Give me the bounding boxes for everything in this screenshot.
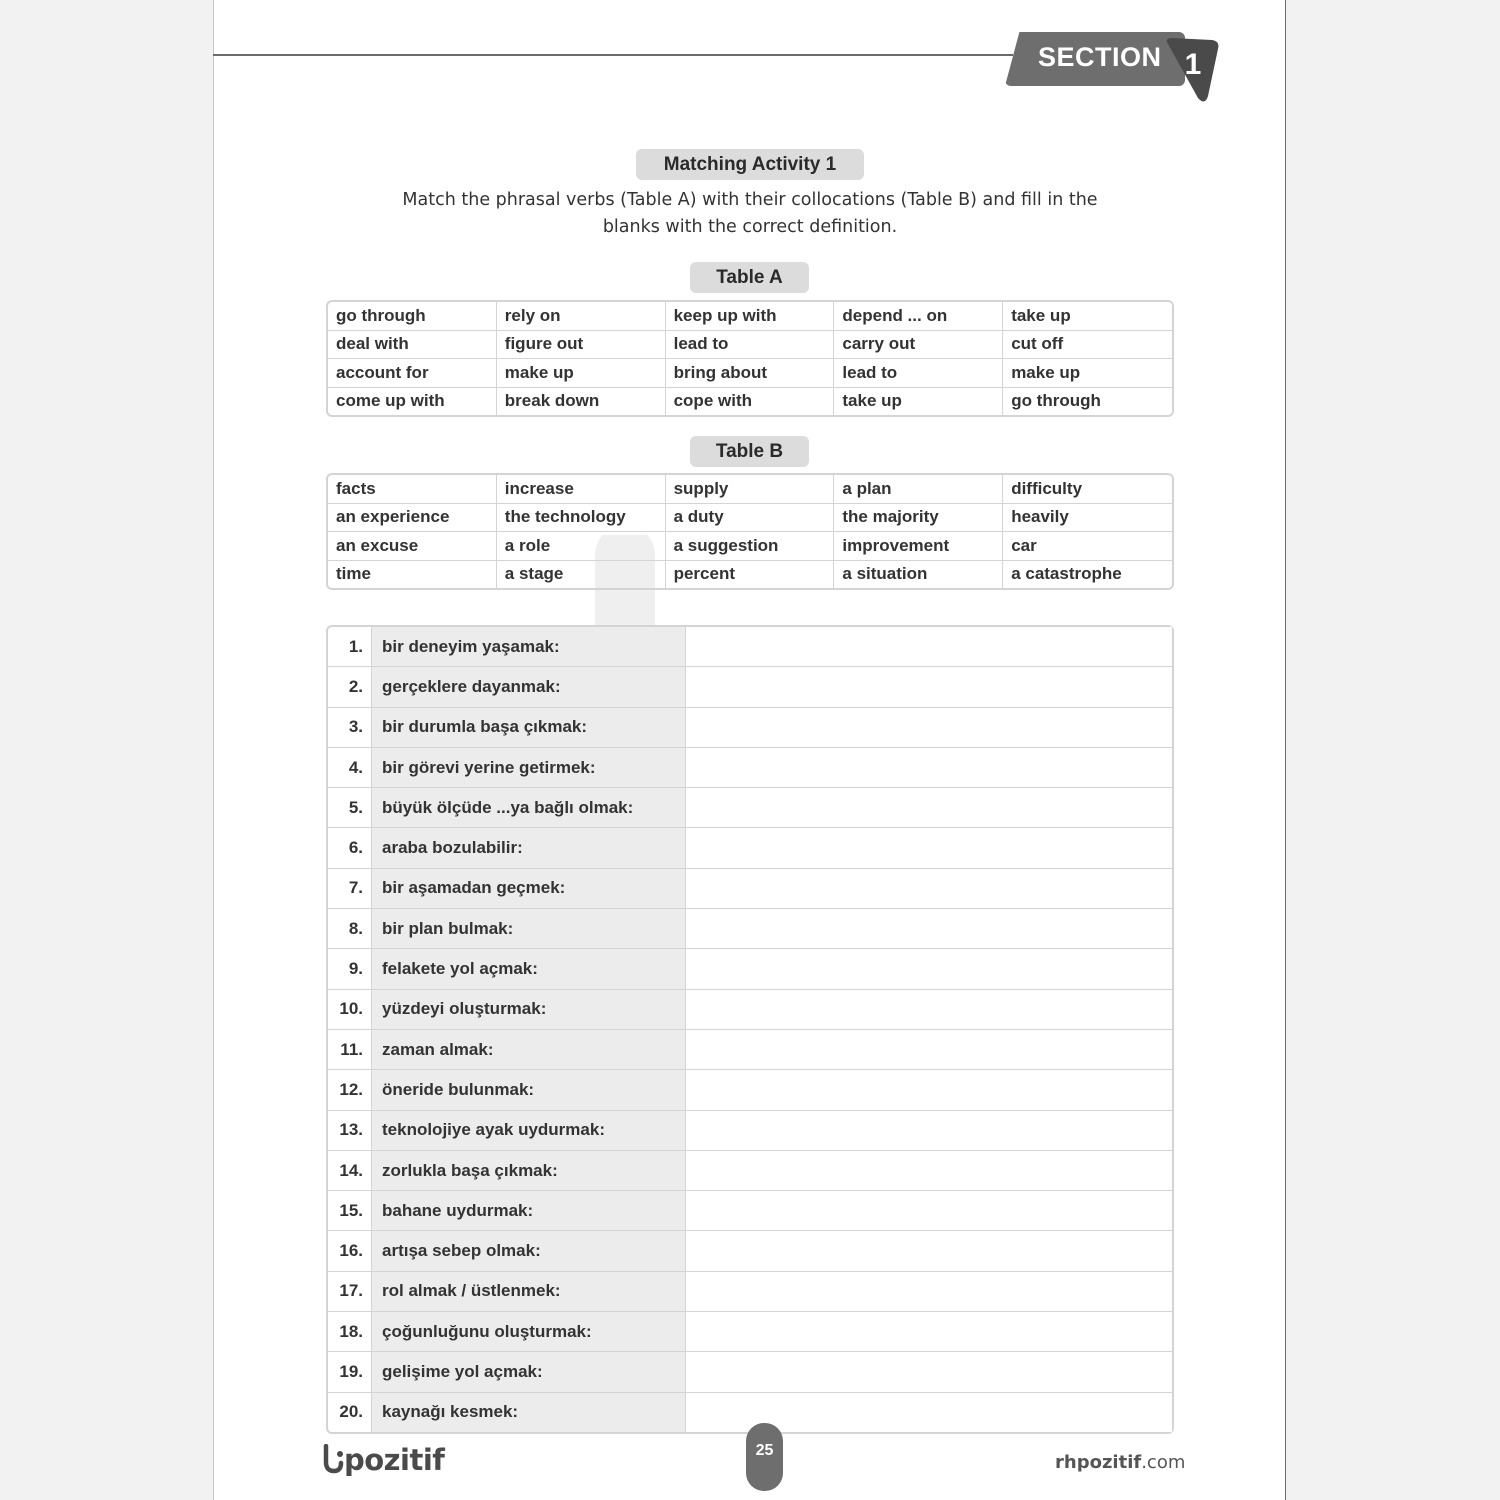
table-cell: break down bbox=[497, 388, 666, 416]
table-row bbox=[328, 504, 1172, 533]
definition-row bbox=[328, 1312, 1172, 1352]
definition-number: 6. bbox=[328, 828, 372, 868]
table-row bbox=[328, 302, 1172, 331]
definition-number: 19. bbox=[328, 1352, 372, 1392]
table-cell: facts bbox=[328, 475, 497, 504]
definition-term: araba bozulabilir: bbox=[372, 828, 686, 868]
table-cell: an experience bbox=[328, 504, 497, 533]
definition-number: 5. bbox=[328, 788, 372, 828]
table-cell: make up bbox=[497, 359, 666, 388]
answer-blank[interactable] bbox=[686, 788, 1172, 828]
definition-term: teknolojiye ayak uydurmak: bbox=[372, 1111, 686, 1151]
definition-term: zorlukla başa çıkmak: bbox=[372, 1151, 686, 1191]
definition-row bbox=[328, 627, 1172, 667]
table-cell: difficulty bbox=[1003, 475, 1172, 504]
answer-blank[interactable] bbox=[686, 869, 1172, 909]
definition-row bbox=[328, 748, 1172, 788]
table-cell: the technology bbox=[497, 504, 666, 533]
definition-term: zaman almak: bbox=[372, 1030, 686, 1070]
table-cell: figure out bbox=[497, 331, 666, 360]
table-cell: time bbox=[328, 561, 497, 589]
table-cell: a stage bbox=[497, 561, 666, 589]
table-cell: a situation bbox=[834, 561, 1003, 589]
definition-number: 17. bbox=[328, 1272, 372, 1312]
instructions-line-2: blanks with the correct definition. bbox=[602, 217, 898, 237]
section-number: 1 bbox=[1184, 48, 1202, 81]
table-cell: account for bbox=[328, 359, 497, 388]
table-cell: take up bbox=[1003, 302, 1172, 331]
definition-row bbox=[328, 909, 1172, 949]
definition-term: bir durumla başa çıkmak: bbox=[372, 708, 686, 748]
answer-blank[interactable] bbox=[686, 748, 1172, 788]
definition-number: 14. bbox=[328, 1151, 372, 1191]
footer-website bbox=[1055, 1452, 1185, 1473]
table-row bbox=[328, 532, 1172, 561]
table-cell: cut off bbox=[1003, 331, 1172, 360]
definition-row bbox=[328, 1352, 1172, 1392]
definition-term: bir plan bulmak: bbox=[372, 909, 686, 949]
definition-number: 4. bbox=[328, 748, 372, 788]
definition-number: 11. bbox=[328, 1030, 372, 1070]
table-b bbox=[326, 473, 1174, 590]
table-cell: go through bbox=[328, 302, 497, 331]
definition-row bbox=[328, 1231, 1172, 1271]
definition-term: artışa sebep olmak: bbox=[372, 1231, 686, 1271]
header-rule bbox=[213, 54, 1013, 56]
definition-row bbox=[328, 828, 1172, 868]
table-cell: the majority bbox=[834, 504, 1003, 533]
table-b-title: Table B bbox=[690, 436, 809, 467]
definition-row bbox=[328, 869, 1172, 909]
table-cell: keep up with bbox=[666, 302, 835, 331]
definition-term: bahane uydurmak: bbox=[372, 1191, 686, 1231]
definition-number: 10. bbox=[328, 990, 372, 1030]
definition-row bbox=[328, 1393, 1172, 1432]
table-cell: come up with bbox=[328, 388, 497, 416]
table-row bbox=[328, 475, 1172, 504]
definition-number: 1. bbox=[328, 627, 372, 667]
definition-row bbox=[328, 949, 1172, 989]
definition-number: 18. bbox=[328, 1312, 372, 1352]
definition-term: çoğunluğunu oluşturmak: bbox=[372, 1312, 686, 1352]
definition-term: öneride bulunmak: bbox=[372, 1070, 686, 1110]
table-cell: a duty bbox=[666, 504, 835, 533]
instructions-line-1: Match the phrasal verbs (Table A) with their collocations (Table B) and fill in the bbox=[402, 190, 1098, 210]
definition-number: 12. bbox=[328, 1070, 372, 1110]
answer-blank[interactable] bbox=[686, 1070, 1172, 1110]
definition-row bbox=[328, 1030, 1172, 1070]
table-cell: a catastrophe bbox=[1011, 564, 1122, 584]
page-number: 25 bbox=[755, 1442, 774, 1459]
table-cell: car bbox=[1003, 532, 1172, 561]
definition-term: felakete yol açmak: bbox=[372, 949, 686, 989]
table-cell: percent bbox=[666, 561, 835, 589]
definition-number: 8. bbox=[328, 909, 372, 949]
definition-row bbox=[328, 1111, 1172, 1151]
table-row bbox=[328, 331, 1172, 360]
table-cell: supply bbox=[666, 475, 835, 504]
table-cell: cope with bbox=[666, 388, 835, 416]
footer-url-domain: rhpozitif bbox=[1055, 1452, 1142, 1473]
definition-term: büyük ölçüde ...ya bağlı olmak: bbox=[372, 788, 686, 828]
answer-blank[interactable] bbox=[686, 708, 1172, 748]
definition-term: kaynağı kesmek: bbox=[372, 1393, 686, 1432]
answer-blank[interactable] bbox=[686, 990, 1172, 1030]
table-cell: make up bbox=[1003, 359, 1172, 388]
table-a-title: Table A bbox=[690, 262, 809, 293]
table-cell: deal with bbox=[328, 331, 497, 360]
answer-blank[interactable] bbox=[686, 1030, 1172, 1070]
table-cell: bring about bbox=[666, 359, 835, 388]
table-cell: heavily bbox=[1003, 504, 1172, 533]
table-cell: go through bbox=[1011, 391, 1101, 411]
answer-blank[interactable] bbox=[686, 1151, 1172, 1191]
definition-number: 13. bbox=[328, 1111, 372, 1151]
definition-row bbox=[328, 788, 1172, 828]
answer-blank[interactable] bbox=[686, 1312, 1172, 1352]
definition-row bbox=[328, 990, 1172, 1030]
answer-blank[interactable] bbox=[686, 1272, 1172, 1312]
table-cell: a plan bbox=[834, 475, 1003, 504]
definition-number: 7. bbox=[328, 869, 372, 909]
answer-blank[interactable] bbox=[686, 909, 1172, 949]
answer-blank[interactable] bbox=[686, 1231, 1172, 1271]
table-cell: improvement bbox=[834, 532, 1003, 561]
answer-blank[interactable] bbox=[686, 667, 1172, 707]
definition-number: 3. bbox=[328, 708, 372, 748]
table-cell: depend ... on bbox=[834, 302, 1003, 331]
definition-number: 15. bbox=[328, 1191, 372, 1231]
table-cell: carry out bbox=[834, 331, 1003, 360]
answer-blank[interactable] bbox=[686, 1352, 1172, 1392]
table-cell: a suggestion bbox=[666, 532, 835, 561]
definition-number: 2. bbox=[328, 667, 372, 707]
definition-term: bir deneyim yaşamak: bbox=[372, 627, 686, 667]
definition-term: gerçeklere dayanmak: bbox=[372, 667, 686, 707]
table-cell: take up bbox=[834, 388, 1003, 416]
definition-number: 9. bbox=[328, 949, 372, 989]
answer-blank[interactable] bbox=[686, 1111, 1172, 1151]
table-cell: lead to bbox=[666, 331, 835, 360]
footer-url-tld: .com bbox=[1141, 1452, 1186, 1473]
definition-row bbox=[328, 1191, 1172, 1231]
table-row bbox=[328, 359, 1172, 388]
definition-term: yüzdeyi oluşturmak: bbox=[372, 990, 686, 1030]
table-a bbox=[326, 300, 1174, 417]
table-cell: rely on bbox=[497, 302, 666, 331]
brand-logo bbox=[322, 1443, 444, 1483]
definition-term: bir görevi yerine getirmek: bbox=[372, 748, 686, 788]
definition-row bbox=[328, 1151, 1172, 1191]
table-row bbox=[328, 561, 1172, 589]
definition-row bbox=[328, 1070, 1172, 1110]
section-label: SECTION bbox=[1038, 42, 1162, 72]
answer-blank[interactable] bbox=[686, 627, 1172, 667]
table-cell: an excuse bbox=[328, 532, 497, 561]
definition-term: rol almak / üstlenmek: bbox=[372, 1272, 686, 1312]
definition-term: gelişime yol açmak: bbox=[372, 1352, 686, 1392]
definition-row bbox=[328, 1272, 1172, 1312]
definitions-table bbox=[326, 625, 1174, 1434]
brand-mark-icon bbox=[322, 1444, 344, 1474]
definition-row bbox=[328, 708, 1172, 748]
definition-number: 20. bbox=[328, 1393, 372, 1432]
answer-blank[interactable] bbox=[686, 828, 1172, 868]
answer-blank[interactable] bbox=[686, 1191, 1172, 1231]
definition-number: 16. bbox=[328, 1231, 372, 1271]
table-cell: lead to bbox=[834, 359, 1003, 388]
activity-instructions bbox=[360, 187, 1140, 241]
definition-term: bir aşamadan geçmek: bbox=[372, 869, 686, 909]
definition-row bbox=[328, 667, 1172, 707]
activity-title: Matching Activity 1 bbox=[636, 149, 864, 180]
brand-logo-text: pozitif bbox=[344, 1443, 445, 1477]
answer-blank[interactable] bbox=[686, 949, 1172, 989]
table-cell: a role bbox=[497, 532, 666, 561]
table-cell: increase bbox=[497, 475, 666, 504]
table-row bbox=[328, 388, 1172, 416]
